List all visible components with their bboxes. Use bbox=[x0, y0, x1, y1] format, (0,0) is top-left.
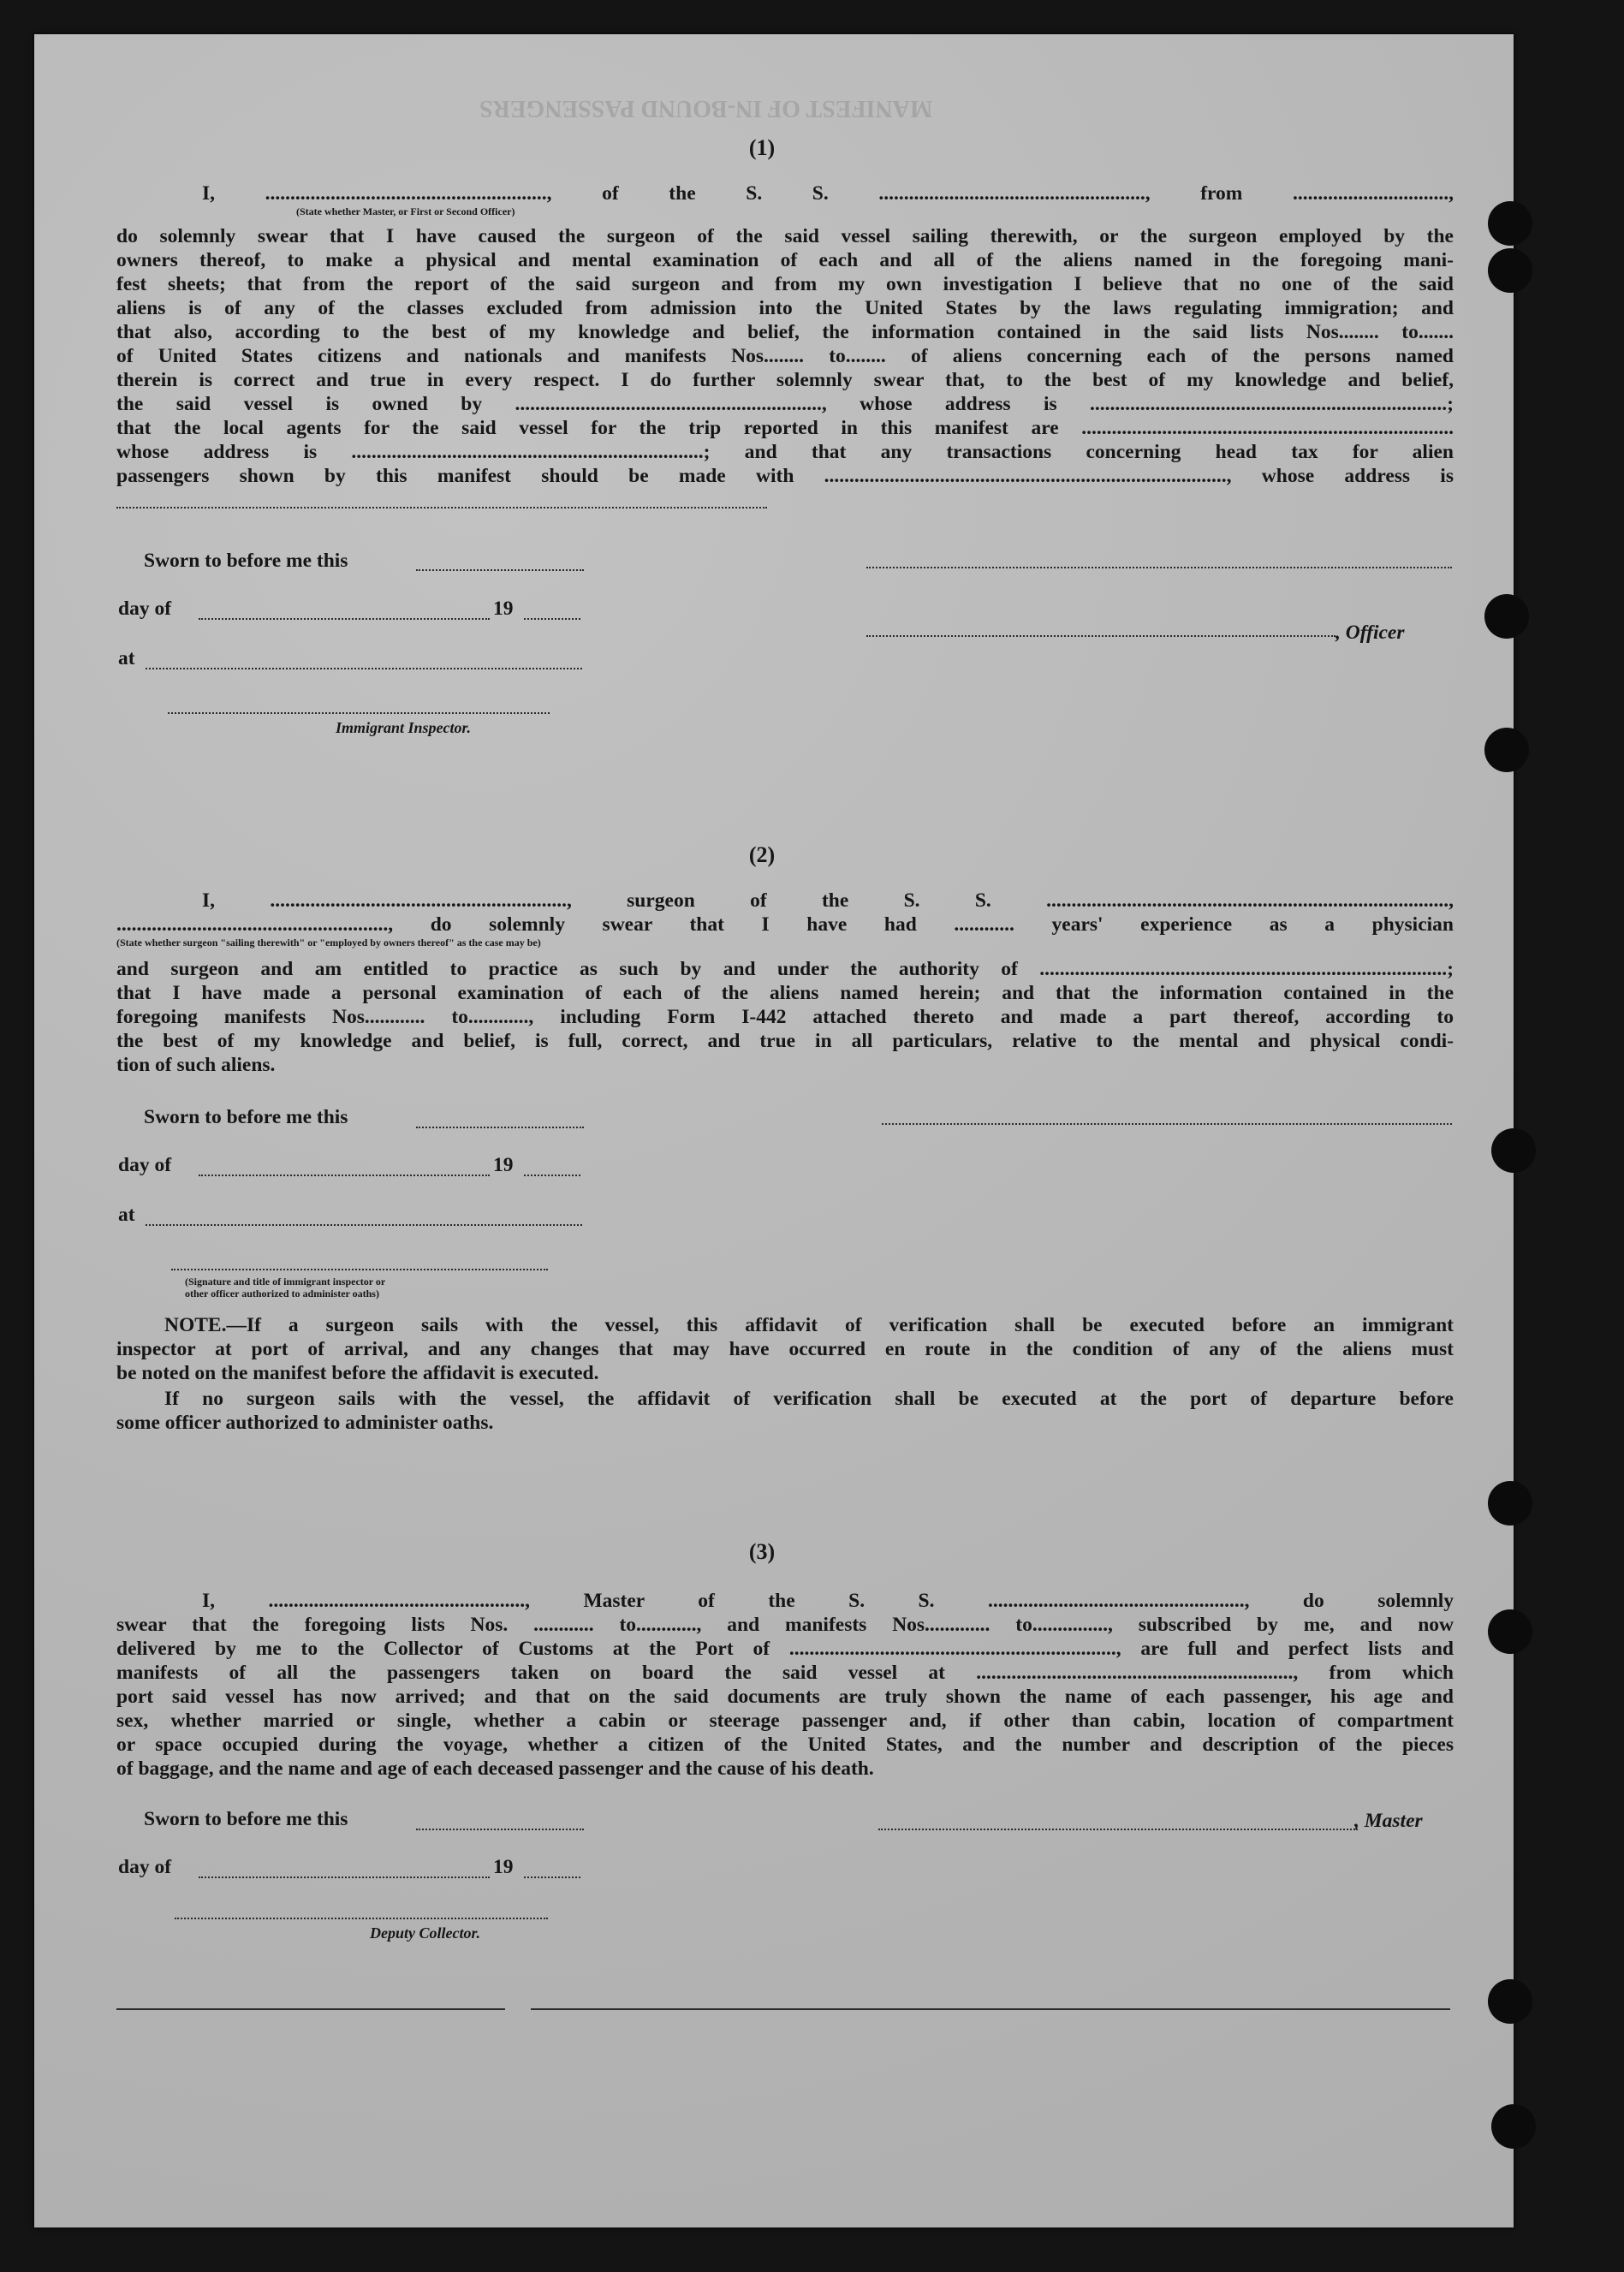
section-3-line: of baggage, and the name and age of each deceased passenger and the cause of his death. bbox=[116, 1758, 874, 1780]
section-1-heading: (1) bbox=[748, 135, 776, 160]
section-2-at-blank bbox=[146, 1224, 582, 1226]
section-1-at-label: at bbox=[118, 647, 135, 669]
section-2-sig-caption-1: (Signature and title of immigrant inspector or bbox=[185, 1276, 386, 1288]
section-1-line: owners thereof, to make a physical and mental examination of each and all of the aliens named in the foregoing mani- bbox=[116, 249, 1454, 271]
section-2-line: that I have made a personal examination of each of the aliens named herein; and that the information contained in the bbox=[116, 982, 1454, 1004]
section-3-collector-label: Deputy Collector. bbox=[370, 1924, 480, 1942]
section-1-line: of United States citizens and nationals and manifests Nos........ to........ of aliens concerning each of the persons named bbox=[116, 345, 1454, 367]
note-line: inspector at port of arrival, and any changes that may have occurred en route in the condition of any of the aliens must bbox=[116, 1338, 1454, 1360]
punch-hole bbox=[1488, 201, 1532, 246]
section-1-officer-signature-line bbox=[866, 567, 1452, 568]
punch-hole bbox=[1491, 2104, 1536, 2149]
section-2-second-line: ......................................................, do solemnly swear that I have had ............ years' experience as a physician bbox=[116, 913, 1454, 936]
section-3-line: sex, whether married or single, whether a cabin or steerage passenger and, if other than cabin, location of compartment bbox=[116, 1710, 1454, 1732]
note-line: be noted on the manifest before the affidavit is executed. bbox=[116, 1362, 599, 1384]
punch-hole bbox=[1484, 594, 1529, 639]
punch-hole bbox=[1488, 1609, 1532, 1654]
punch-hole bbox=[1488, 1979, 1532, 2024]
section-1-line: whose address is ......................................................................; and that any transactions concerning head tax for alien bbox=[116, 441, 1454, 463]
section-2-heading: (2) bbox=[748, 842, 776, 867]
section-2-line: and surgeon and am entitled to practice as such by and under the authority of .................................................................................; bbox=[116, 958, 1454, 980]
section-1-line: aliens is of any of the classes excluded from admission into the United States by the laws regulating immigration; and bbox=[116, 297, 1454, 319]
section-3-line: I, ..................................................., Master of the S. S. ..................................................., do solemnly bbox=[202, 1590, 1454, 1612]
section-3-year-label: 19 bbox=[493, 1856, 514, 1878]
section-2-intro-line: I, ..........................................................., surgeon of the S. S. ................................................................................, bbox=[202, 889, 1454, 912]
section-3-day-label: day of bbox=[118, 1856, 172, 1878]
section-3-master-label: , Master bbox=[1354, 1810, 1423, 1832]
section-1-intro-line: I, ........................................................, of the S. S. ....................................................., from ..............................., bbox=[202, 182, 1454, 205]
bottom-rule-left bbox=[116, 2008, 505, 2010]
section-1-line: fest sheets; that from the report of the said surgeon and from my own investigation I believe that no one of the said bbox=[116, 273, 1454, 295]
section-1-line: that the local agents for the said vessel for the trip reported in this manifest are .......................................................................... bbox=[116, 417, 1454, 439]
bottom-rule-right bbox=[531, 2008, 1450, 2010]
section-1-line: that also, according to the best of my knowledge and belief, the information contained in the said lists Nos........ to....... bbox=[116, 321, 1454, 343]
section-1-continuation-blank bbox=[116, 507, 767, 509]
section-2-year-label: 19 bbox=[493, 1154, 514, 1176]
section-2-sworn-blank bbox=[416, 1127, 584, 1128]
section-3-sworn-blank bbox=[416, 1829, 584, 1830]
section-1-day-label: day of bbox=[118, 598, 172, 620]
section-1-year-label: 19 bbox=[493, 598, 514, 620]
section-1-at-blank bbox=[146, 668, 582, 669]
section-2-inspector-signature-line bbox=[171, 1269, 548, 1270]
section-3-line: or space occupied during the voyage, whether a citizen of the United States, and the number and description of the pieces bbox=[116, 1734, 1454, 1756]
section-2-sworn-label: Sworn to before me this bbox=[144, 1106, 348, 1128]
section-2-at-label: at bbox=[118, 1204, 135, 1226]
section-1-officer-line bbox=[866, 635, 1335, 637]
section-3-sworn-label: Sworn to before me this bbox=[144, 1808, 348, 1830]
section-3-day-blank bbox=[199, 1876, 490, 1878]
section-1-inspector-label: Immigrant Inspector. bbox=[336, 719, 472, 736]
section-3-line: manifests of all the passengers taken on board the said vessel at ..............................................................., from which bbox=[116, 1662, 1454, 1684]
section-2-day-blank bbox=[199, 1175, 490, 1176]
section-3-collector-signature-line bbox=[175, 1918, 548, 1919]
section-1-day-blank bbox=[199, 618, 490, 620]
section-2-year-blank bbox=[524, 1175, 580, 1176]
section-2-sig-caption-2: other officer authorized to administer oaths) bbox=[185, 1288, 379, 1300]
section-1-line: the said vessel is owned by ............................................................., whose address is .......................................................................; bbox=[116, 393, 1454, 415]
section-3-heading: (3) bbox=[748, 1539, 776, 1564]
section-2-line: the best of my knowledge and belief, is full, correct, and true in all particulars, relative to the mental and physical condi- bbox=[116, 1030, 1454, 1052]
punch-hole bbox=[1491, 1128, 1536, 1173]
section-1-caption: (State whether Master, or First or Second Officer) bbox=[296, 205, 515, 217]
note-line: NOTE.—If a surgeon sails with the vessel, this affidavit of verification shall be executed before an immigrant bbox=[164, 1314, 1454, 1336]
section-1-line: do solemnly swear that I have caused the surgeon of the said vessel sailing therewith, or the surgeon employed by the bbox=[116, 225, 1454, 247]
section-2-line: tion of such aliens. bbox=[116, 1054, 276, 1076]
section-2-signature-line bbox=[882, 1123, 1452, 1125]
punch-hole bbox=[1488, 1481, 1532, 1526]
document-page bbox=[34, 34, 1514, 2227]
section-3-line: swear that the foregoing lists Nos. ............ to............, and manifests Nos............. to..............., subscribed by me, and now bbox=[116, 1614, 1454, 1636]
section-3-year-blank bbox=[524, 1876, 580, 1878]
note-line: If no surgeon sails with the vessel, the affidavit of verification shall be executed at the port of departure before bbox=[164, 1388, 1454, 1410]
bleed-through-header: MANIFEST OF IN-BOUND PASSENGERS bbox=[479, 95, 933, 122]
section-1-officer-label: , Officer bbox=[1335, 622, 1405, 644]
section-1-sworn-blank bbox=[416, 569, 584, 571]
section-3-master-line bbox=[878, 1829, 1358, 1830]
section-2-line: foregoing manifests Nos............ to............, including Form I-442 attached thereto and made a part thereof, according to bbox=[116, 1006, 1454, 1028]
section-1-inspector-signature-line bbox=[168, 712, 550, 714]
section-1-year-blank bbox=[524, 618, 580, 620]
section-2-caption: (State whether surgeon "sailing therewith" or "employed by owners thereof" as the case may be) bbox=[116, 937, 541, 949]
section-1-line: passengers shown by this manifest should be made with ................................................................................, whose address is bbox=[116, 465, 1454, 487]
section-1-sworn-label: Sworn to before me this bbox=[144, 550, 348, 572]
section-3-line: port said vessel has now arrived; and that on the said documents are truly shown the name of each passenger, his age and bbox=[116, 1686, 1454, 1708]
note-line: some officer authorized to administer oaths. bbox=[116, 1412, 494, 1434]
punch-hole bbox=[1484, 728, 1529, 772]
section-2-day-label: day of bbox=[118, 1154, 172, 1176]
punch-hole bbox=[1488, 248, 1532, 293]
section-3-line: delivered by me to the Collector of Customs at the Port of ................................................................., are full and perfect lists and bbox=[116, 1638, 1454, 1660]
section-1-line: therein is correct and true in every respect. I do further solemnly swear that, to the best of my knowledge and belief, bbox=[116, 369, 1454, 391]
